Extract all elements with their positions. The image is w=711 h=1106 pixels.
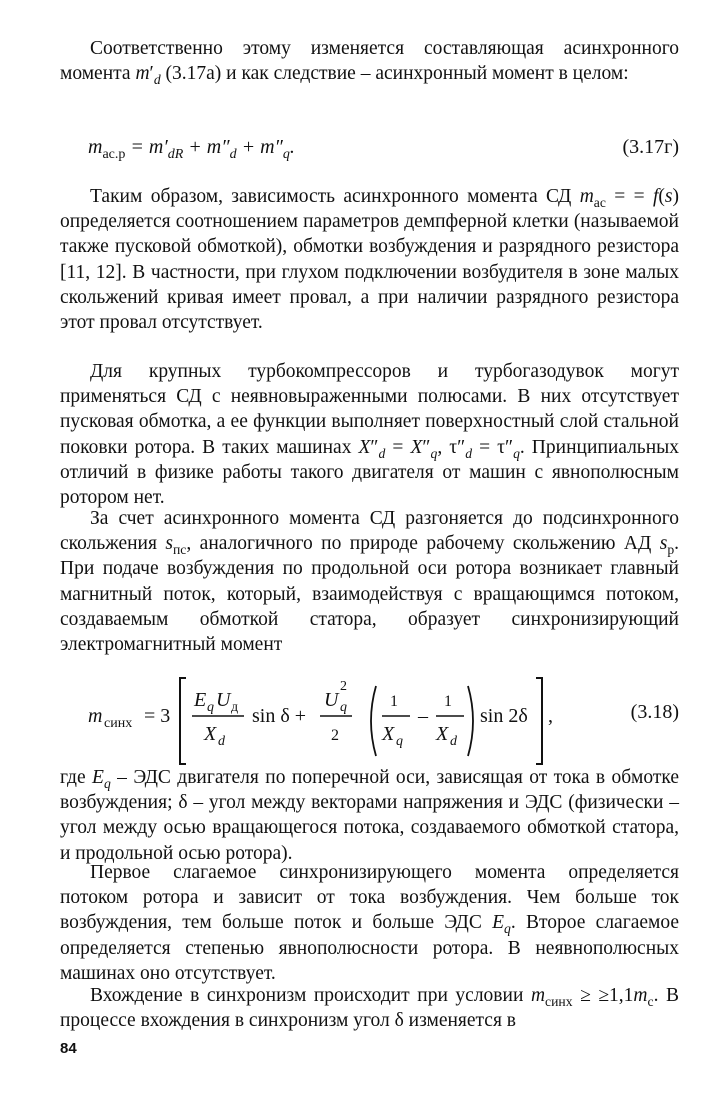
paragraph-6: Первое слагаемое синхронизирующего момента определяется потоком ротора и зависит от тока возбуждения. Чем больше ток возбуждения, тем больше поток и больше ЭДС $E_q$. Второе слагаемое определяется степенью явнополюсности ротора. В неявнополюсных машинах оно отсутствует. xyxy=(60,862,679,984)
equation-number: (3.17г) xyxy=(622,136,679,158)
svg-text:–: – xyxy=(418,705,428,727)
page-number: 84 xyxy=(60,1040,77,1057)
svg-text:= 3: = 3 xyxy=(144,705,171,727)
svg-text:X: X xyxy=(436,723,449,745)
svg-text:E: E xyxy=(194,689,207,711)
svg-text:q: q xyxy=(207,700,214,715)
svg-text:d: d xyxy=(218,734,225,749)
svg-text:д: д xyxy=(231,700,239,715)
paragraph-3: Для крупных турбокомпрессоров и турбогазодувок могут применяться СД с неявновыраженными полюсами. В них отсутствует пусковая обмотка, а ее функции выполняет поверхностный слой стальной поковки ротора. В таких машинах $X''_d = X''_q$, $\tau''_d = \tau''_q$. Принципиальных отличий в физике работы такого двигателя от машин с явнополюсным ротором нет. xyxy=(60,361,679,509)
paragraph-4: За счет асинхронного момента СД разгоняется до подсинхронного скольжения $s_{пс}$, аналогичного по природе рабочему скольжению АД $s_р$. При подаче возбуждения по продольной оси ротора возникает главный магнитный поток, который, взаимодействуя с вращающимся потоком, создаваемым обмоткой статора, образует синхронизирующий электромагнитный момент xyxy=(60,508,680,656)
svg-text:синх: синх xyxy=(104,716,133,731)
svg-text:q: q xyxy=(340,700,347,715)
svg-text:2: 2 xyxy=(340,679,347,694)
paragraph-1: Соответственно этому изменяется составляющая асинхронного момента $m'_d$ (3.17а) и как следствие – асинхронный момент в целом: xyxy=(60,38,679,88)
svg-text:U: U xyxy=(216,689,231,711)
svg-text:sin δ +: sin δ + xyxy=(252,705,307,727)
svg-text:m: m xyxy=(88,705,103,727)
paragraph-5: где $E_q$ – ЭДС двигателя по поперечной оси, зависящая от тока в обмотке возбуждения; δ – угол между векторами напряжения и ЭДС (физически – угол между осью вращающегося потока, создаваемого обмоткой статора, и продольной осью ротора). xyxy=(60,767,679,864)
svg-text:2: 2 xyxy=(331,727,339,744)
svg-text:,: , xyxy=(548,705,553,727)
paragraph-2: Таким образом, зависимость асинхронного момента СД $m_{ас}$ = = f(s) определяется соотношением параметров демпферной клетки (называемой также пусковой обмоткой), обмотки возбуждения и разрядного резистора [11, 12]. В частности, при глухом подключении возбудителя в зоне малых скольжений кривая имеет провал, а при наличии разрядного резистора этот провал отсутствует. xyxy=(60,186,679,334)
equation-3-17g-expression: $m_{ас.р} = m'_{dR} + m''_d + m''_q$. xyxy=(88,136,295,162)
equation-3-18-formula xyxy=(88,664,568,774)
svg-text:sin 2δ: sin 2δ xyxy=(480,705,528,727)
equation-3-17g xyxy=(88,132,679,162)
svg-text:1: 1 xyxy=(390,693,398,710)
svg-text:q: q xyxy=(396,734,403,749)
svg-text:X: X xyxy=(204,723,217,745)
equation-3-18 xyxy=(88,664,679,774)
svg-text:U: U xyxy=(324,689,339,711)
paragraph-7: Вхождение в синхронизм происходит при условии $m_{синх} \ge \ge 1,1m_с$. В процессе вхождения в синхронизм угол δ изменяется в xyxy=(60,985,680,1032)
svg-text:d: d xyxy=(450,734,457,749)
equation-number: (3.18) xyxy=(630,701,679,723)
svg-text:X: X xyxy=(382,723,395,745)
svg-text:1: 1 xyxy=(444,693,452,710)
